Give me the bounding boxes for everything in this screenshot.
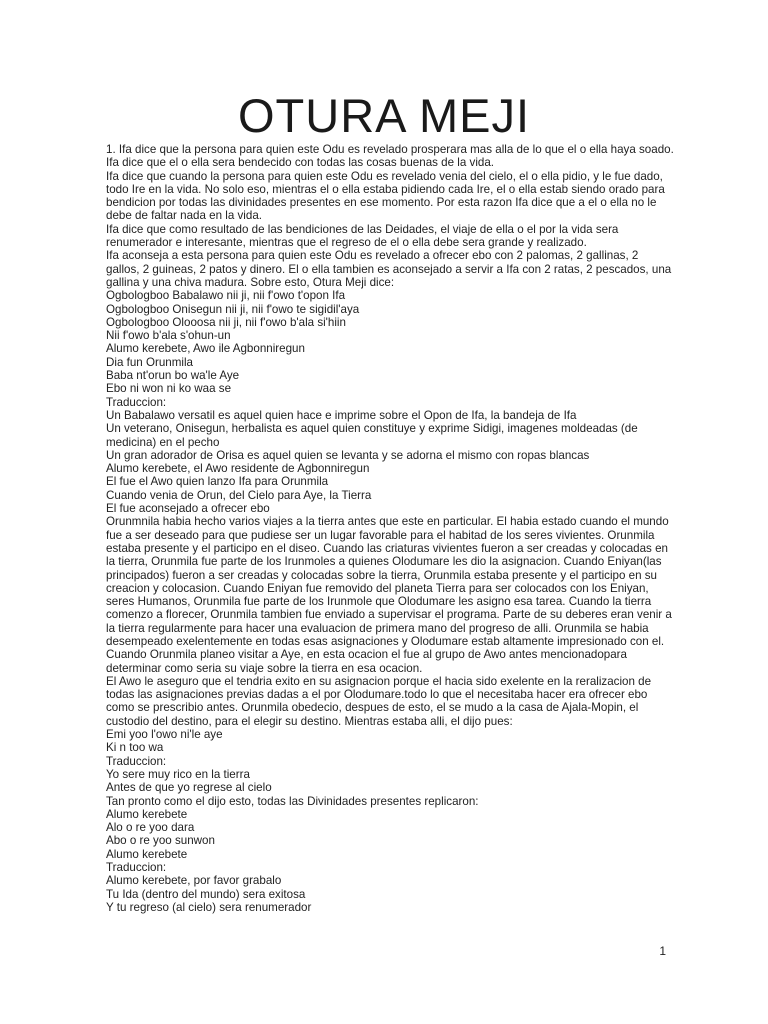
text-line: Un Babalawo versatil es aquel quien hace e imprime sobre el Opon de Ifa, la bandeja de Ifa xyxy=(106,408,577,422)
text-line: Alumo kerebete, el Awo residente de Agbonniregun xyxy=(106,462,370,476)
text-line: Ogbologboo Babalawo nii ji, nii f'owo t'opon Ifa xyxy=(106,289,346,303)
text-line: El fue aconsejado a ofrecer ebo xyxy=(106,502,270,516)
text-line: Y tu regreso (al cielo) sera renumerador xyxy=(106,900,312,914)
text-line: desempeado exelentemente en todas esas asignaciones y Olodumare estab altamente impresionado con el. xyxy=(106,634,665,648)
text-line: Ogbologboo Olooosa nii ji, nii f'owo b'ala si'hiin xyxy=(106,315,346,329)
text-line: Ifa dice que como resultado de las bendiciones de las Deidades, el viaje de ella o el por la vida sera xyxy=(106,222,619,236)
text-line: Alumo kerebete xyxy=(106,847,188,861)
text-line: Alumo kerebete, Awo ile Agbonniregun xyxy=(106,342,305,356)
text-line: Alumo kerebete xyxy=(106,807,188,821)
text-line: fue a ser deseado para que pudiese ser un lugar favorable para el habitad de los seres vivientes. Orunmila xyxy=(106,528,655,542)
text-line: custodio del destino, para el elegir su destino. Mientras estaba alli, el dijo pues: xyxy=(106,714,513,728)
text-line: Traduccion: xyxy=(106,861,167,875)
text-line: comenzo a florecer, Orunmila tambien fue enviado a supervisar el programa. Parte de su deberes eran venir a xyxy=(106,608,672,622)
text-line: Orunmnila habia hecho varios viajes a la tierra antes que este en particular. El habia estado cuando el mundo xyxy=(106,515,669,529)
text-line: determinar como seria su viaje sobre la tierra en esa ocacion. xyxy=(106,661,423,675)
text-line: Nii f'owo b'ala s'ohun-un xyxy=(106,329,231,343)
text-line: la tierra, Orunmila fue parte de los Irunmoles a quienes Olodumare les dio la asignacion. Cuando Eniyan(las xyxy=(106,555,662,569)
text-line: gallina y una chiva madura. Sobre esto, Otura Meji dice: xyxy=(106,275,395,289)
text-line: Alo o re yoo dara xyxy=(106,821,195,835)
text-line: Cuando venia de Orun, del Cielo para Aye, la Tierra xyxy=(106,488,372,502)
text-line: Antes de que yo regrese al cielo xyxy=(106,781,272,795)
text-line: Ki n too wa xyxy=(106,741,164,755)
text-line: 1. Ifa dice que la persona para quien este Odu es revelado prosperara mas alla de lo que el o ella haya soado. xyxy=(106,143,674,156)
text-line: El fue el Awo quien lanzo Ifa para Orunmila xyxy=(106,475,329,489)
text-line: Un veterano, Onisegun, herbalista es aquel quien constituye y exprime Sidigi, imagenes moldeadas (de xyxy=(106,422,638,436)
text-line: todo Ire en la vida. No solo eso, mientras el o ella estaba pidiendo cada Ire, el o ella estab siendo orado para xyxy=(106,182,665,196)
text-line: Yo sere muy rico en la tierra xyxy=(106,767,250,781)
text-line: todas las asignaciones previas dadas a el por Olodumare.todo lo que el necesitaba hacer era ofrecer ebo xyxy=(106,688,648,702)
text-line: seres Humanos, Orunmila fue parte de los Irunmole que Olodumare les asigno esa tarea. Cuando la tierra xyxy=(106,595,652,609)
text-line: Traduccion: xyxy=(106,754,167,768)
document-title: OTURA MEJI xyxy=(237,89,531,142)
page-number: 1 xyxy=(659,944,666,958)
text-line: Baba nt'orun bo wa'le Aye xyxy=(106,369,240,383)
text-line: Dia fun Orunmila xyxy=(106,355,193,369)
text-line: Ifa dice que el o ella sera bendecido con todas las cosas buenas de la vida. xyxy=(106,156,495,170)
text-line: Alumo kerebete, por favor grabalo xyxy=(106,874,282,888)
text-line: como se prescribio antes. Orunmila obedecio, despues de esto, el se mudo a la casa de Ajala-Mopin, el xyxy=(106,701,639,715)
text-line: Ebo ni won ni ko waa se xyxy=(106,382,232,396)
text-line: Cuando Orunmila planeo visitar a Aye, en esta ocacion el fue al grupo de Awo antes mencionadopara xyxy=(106,648,627,662)
text-line: Tu Ida (dentro del mundo) sera exitosa xyxy=(106,887,306,901)
text-line: bendicion por todas las divinidades presentes en ese momento. Por esta razon Ifa dice que a el o ella no le xyxy=(106,196,657,210)
text-line: Un gran adorador de Orisa es aquel quien se levanta y se adorna el mismo con ropas blancas xyxy=(106,448,590,462)
text-line: principados) fueron a ser creadas y colocadas sobre la tierra, Orunmila estaba presente y el participo en su xyxy=(106,568,657,582)
text-line: renumerador e interesante, mientras que el regreso de el o ella debe sera grande y realizado. xyxy=(106,236,587,250)
text-line: creacion y colocasion. Cuando Eniyan fue removido del planeta Tierra para ser colocados con los Eniyan, xyxy=(106,581,649,595)
text-line: debe de faltar nada en la vida. xyxy=(106,209,262,223)
text-line: Emi yoo l'owo ni'le aye xyxy=(106,728,223,742)
text-line: Ifa aconseja a esta persona para quien este Odu es revelado a ofrecer ebo con 2 palomas, 2 gallinas, 2 xyxy=(106,249,639,263)
text-line: El Awo le aseguro que el tendria exito en su asignacion porque el hacia sido exelente en la reralizacion de xyxy=(106,674,652,688)
text-line: Ifa dice que cuando la persona para quien este Odu es revelado venia del cielo, el o ella pidio, y le fue dado, xyxy=(106,169,663,183)
text-line: la tierra regularmente para hacer una evaluacion de primera mano del progreso de alli. Orunmila se habia xyxy=(106,621,649,635)
text-line: estaba presente y el participo en el diseo. Cuando las criaturas vivientes fueron a ser creadas y colocadas en xyxy=(106,541,668,555)
text-line: Tan pronto como el dijo esto, todas las Divinidades presentes replicaron: xyxy=(106,794,479,808)
text-line: Abo o re yoo sunwon xyxy=(106,834,215,848)
text-line: Traduccion: xyxy=(106,395,167,409)
text-line: medicina) en el pecho xyxy=(106,435,220,449)
text-line: Ogbologboo Onisegun nii ji, nii f'owo te sigidil'aya xyxy=(106,302,360,316)
text-line: gallos, 2 guineas, 2 patos y dinero. El o ella tambien es aconsejado a servir a Ifa con 2 ratas, 2 pescados, una xyxy=(106,262,672,276)
document-body xyxy=(106,143,674,914)
